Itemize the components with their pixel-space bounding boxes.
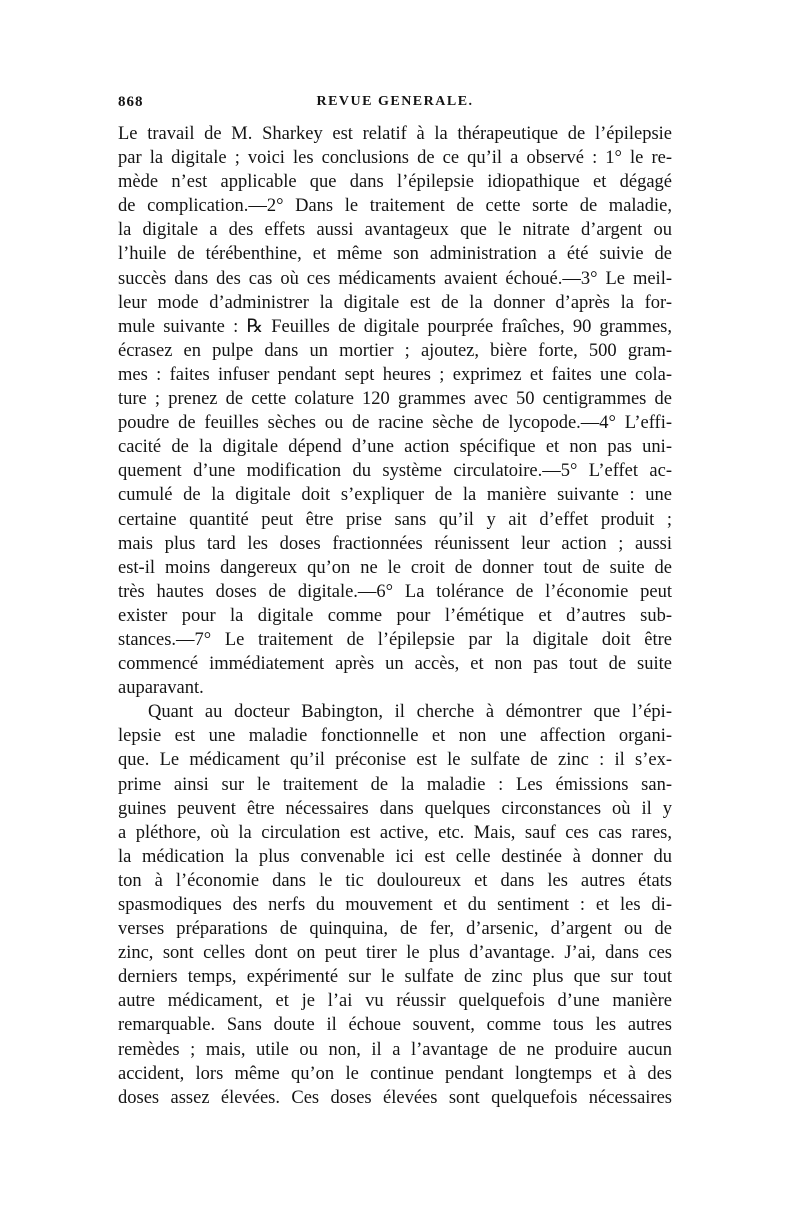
- text-line: remarquable. Sans doute il échoue souvent, comme tous les autres: [118, 1015, 672, 1036]
- text-line: remèdes ; mais, utile ou non, il a l’avantage de ne produire aucun: [118, 1039, 672, 1060]
- text-line: leur mode d’administrer la digitale est de la donner d’après la for-: [118, 292, 672, 313]
- text-line: écrasez en pulpe dans un mortier ; ajoutez, bière forte, 500 gram-: [118, 340, 672, 361]
- text-line: cacité de la digitale dépend d’une action spécifique et non pas uni-: [118, 437, 672, 458]
- text-line: mule suivante : ℞ Feuilles de digitale pourprée fraîches, 90 grammes,: [118, 316, 672, 337]
- text-line: poudre de feuilles sèches ou de racine sèche de lycopode.—4° L’effi-: [118, 413, 672, 434]
- paragraph-start-line: Quant au docteur Babington, il cherche à démontrer que l’épi-: [148, 702, 672, 723]
- text-line: verses préparations de quinquina, de fer, d’arsenic, d’argent ou de: [118, 919, 672, 940]
- text-line: commencé immédiatement après un accès, et non pas tout de suite: [118, 654, 672, 675]
- text-line: stances.—7° Le traitement de l’épilepsie par la digitale doit être: [118, 629, 672, 650]
- text-line: exister pour la digitale comme pour l’émétique et d’autres sub-: [118, 605, 672, 626]
- text-line: derniers temps, expérimenté sur le sulfate de zinc plus que sur tout: [118, 967, 672, 988]
- text-line: guines peuvent être nécessaires dans quelques circonstances où il y: [118, 798, 672, 819]
- text-line: autre médicament, et je l’ai vu réussir quelquefois d’une manière: [118, 991, 672, 1012]
- text-line: la digitale a des effets aussi avantageux que le nitrate d’argent ou: [118, 220, 672, 241]
- running-head: REVUE GENERALE.: [316, 94, 474, 109]
- text-line: de complication.—2° Dans le traitement de cette sorte de maladie,: [118, 196, 672, 217]
- page-number: 868: [118, 94, 144, 110]
- text-line: est-il moins dangereux qu’on ne le croit de donner tout de suite de: [118, 557, 672, 578]
- text-line: accident, lors même qu’on le continue pendant longtemps et à des: [118, 1063, 672, 1084]
- paragraph-end-line: auparavant.: [118, 678, 204, 699]
- text-line: que. Le médicament qu’il préconise est le sulfate de zinc : il s’ex-: [118, 750, 672, 771]
- text-line: doses assez élevées. Ces doses élevées sont quelquefois nécessaires: [118, 1087, 672, 1108]
- text-line: ture ; prenez de cette colature 120 grammes avec 50 centigrammes de: [118, 389, 672, 410]
- text-line: a pléthore, où la circulation est active, etc. Mais, sauf ces cas rares,: [118, 822, 672, 843]
- text-line: lepsie est une maladie fonctionnelle et non une affection organi-: [118, 726, 672, 747]
- text-line: succès dans des cas où ces médicaments avaient échoué.—3° Le meil-: [118, 268, 672, 289]
- text-line: certaine quantité peut être prise sans qu’il y ait d’effet produit ;: [118, 509, 672, 530]
- text-line: par la digitale ; voici les conclusions de ce qu’il a observé : 1° le re-: [118, 148, 672, 169]
- page-header: [118, 94, 672, 116]
- text-line: Le travail de M. Sharkey est relatif à la thérapeutique de l’épilepsie: [118, 124, 672, 144]
- text-line: quement d’une modification du système circulatoire.—5° L’effet ac-: [118, 461, 672, 482]
- text-line: ton à l’économie dans le tic douloureux et dans les autres états: [118, 870, 672, 891]
- text-line: la médication la plus convenable ici est celle destinée à donner du: [118, 846, 672, 867]
- text-line: mes : faites infuser pendant sept heures ; exprimez et faites une cola-: [118, 364, 672, 385]
- text-line: zinc, sont celles dont on peut tirer le plus d’avantage. J’ai, dans ces: [118, 943, 672, 964]
- text-line: mède n’est applicable que dans l’épilepsie idiopathique et dégagé: [118, 172, 672, 193]
- body-text: [118, 122, 672, 1110]
- text-line: prime ainsi sur le traitement de la maladie : Les émissions san-: [118, 774, 672, 795]
- text-line: mais plus tard les doses fractionnées réunissent leur action ; aussi: [118, 533, 672, 554]
- text-line: très hautes doses de digitale.—6° La tolérance de l’économie peut: [118, 581, 672, 602]
- text-line: l’huile de térébenthine, et même son administration a été suivie de: [118, 244, 672, 265]
- text-line: cumulé de la digitale doit s’expliquer de la manière suivante : une: [118, 485, 672, 506]
- text-line: spasmodiques des nerfs du mouvement et du sentiment : et les di-: [118, 895, 672, 915]
